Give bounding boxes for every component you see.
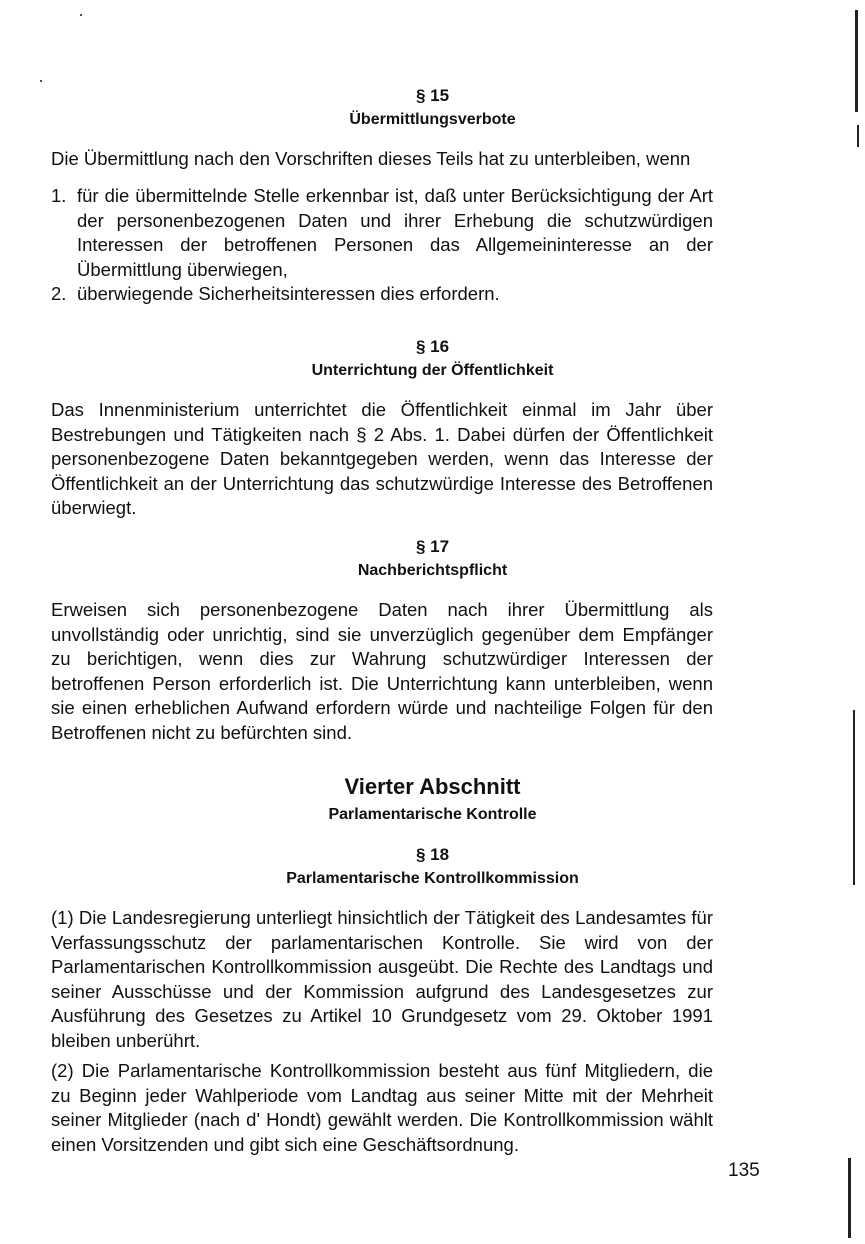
page-number: 135 [728, 1160, 760, 1181]
list-item-number: 2. [51, 283, 67, 304]
list-item-text: überwiegende Sicherheitsinteressen dies erfordern. [77, 283, 500, 304]
list-item [51, 184, 713, 282]
scan-speck [40, 80, 42, 82]
section-16-number: § 16 [415, 337, 450, 356]
section-16-title: Unterrichtung der Öffentlichkeit [311, 362, 554, 379]
section-15-title: Übermittlungsverbote [349, 111, 516, 128]
scan-speck [80, 14, 82, 16]
section-17-title: Nachberichtspflicht [357, 562, 508, 579]
section-17-text: Erweisen sich personenbezogene Daten nach ihrer Übermittlung als unvollständig oder unrichtig, sind sie unverzüglich gegenüber dem Empfänger zu berichtigen, wenn dies zur Wahrung schutzwürdiger Interessen der betroffenen Person erforderlich ist. Die Unterrichtung kann unterbleiben, wenn sie einen erheblichen Aufwand erfordern würde und nachteilige Folgen für den Betroffenen nicht zu befürchten sind. [51, 599, 713, 743]
list-item-text: für die übermittelnde Stelle erkennbar ist, daß unter Berücksichtigung der Art der personenbezogenen Daten und ihrer Erhebung die schutzwürdigen Interessen der betroffenen Personen das Allgemeininteresse an der Übermittlung überwiegen, [77, 185, 713, 280]
part-subheading: Parlamentarische Kontrolle [328, 806, 537, 823]
section-18-paragraph-2: (2) Die Parlamentarische Kontrollkommission besteht aus fünf Mitgliedern, die zu Beginn jeder Wahlperiode vom Landtag aus seiner Mitte mit der Mehrheit seiner Mitglieder (nach d' Hondt) gewählt werden. Die Kontrollkommission wählt einen Vorsitzenden und gibt sich eine Geschäftsordnung. [51, 1060, 713, 1155]
list-item [51, 282, 713, 307]
section-15-number: § 15 [415, 86, 450, 105]
section-16-text: Das Innenministerium unterrichtet die Öffentlichkeit einmal im Jahr über Bestrebungen und Tätigkeiten nach § 2 Abs. 1. Dabei dürfen der Öffentlichkeit personenbezogene Daten bekanntgegeben werden, wenn das Interesse der Öffentlichkeit an der Unterrichtung das schutzwürdige Interesse des Betroffenen überwiegt. [51, 399, 713, 518]
scan-edge-line [848, 1158, 851, 1238]
section-18-title: Parlamentarische Kontrollkommission [286, 870, 579, 887]
section-17-body [51, 598, 713, 745]
section-15-intro [51, 147, 713, 172]
section-18-body [51, 906, 713, 1157]
section-16-body [51, 398, 713, 521]
list-item-number: 1. [51, 185, 67, 206]
section-18-paragraph-1: (1) Die Landesregierung unterliegt hinsichtlich der Tätigkeit des Landesamtes für Verfassungsschutz der parlamentarischen Kontrolle. Sie wird von der Parlamentarischen Kontrollkommission ausgeübt. Die Rechte des Landtags und seiner Ausschüsse und der Kommission aufgrund des Landesgesetzes zur Ausführung des Gesetzes zu Artikel 10 Grundgesetz vom 29. Oktober 1991 bleiben unberührt. [51, 907, 713, 1051]
section-15-list [51, 184, 713, 307]
section-17-number: § 17 [415, 537, 450, 556]
part-heading: Vierter Abschnitt [344, 774, 521, 799]
section-18-number: § 18 [415, 845, 450, 864]
section-15-intro-text: Die Übermittlung nach den Vorschriften dieses Teils hat zu unterbleiben, wenn [51, 148, 691, 169]
